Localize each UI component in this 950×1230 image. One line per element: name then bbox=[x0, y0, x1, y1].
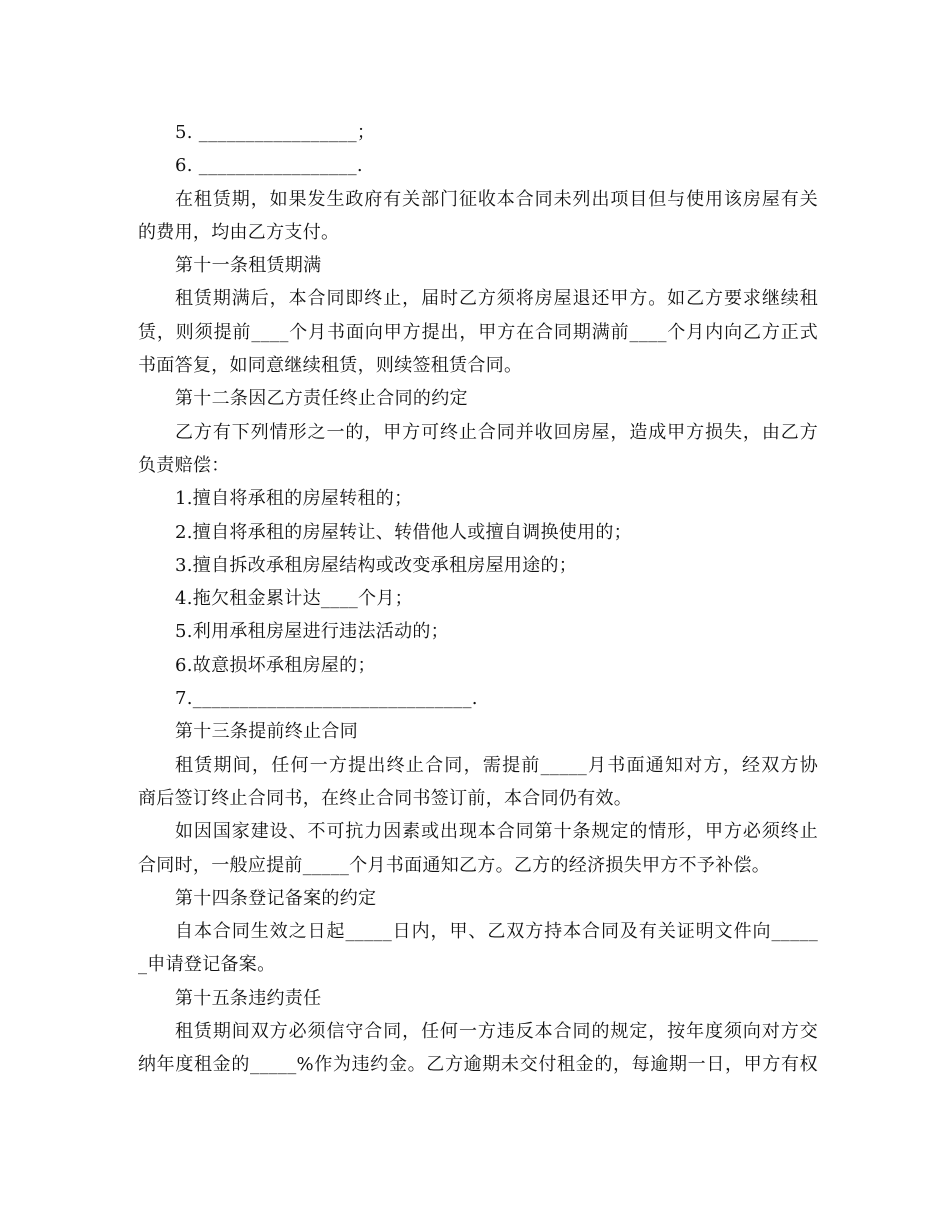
paragraph-line: 赁，则须提前____个月书面向甲方提出，甲方在合同期满前____个月内向乙方正式 bbox=[138, 321, 818, 343]
list-item: 4.拖欠租金累计达____个月； bbox=[175, 588, 413, 610]
paragraph-line: 如因国家建设、不可抗力因素或出现本合同第十条规定的情形，甲方必须终止 bbox=[175, 821, 818, 843]
paragraph-line: 租赁期间，任何一方提出终止合同，需提前_____月书面通知对方，经双方协 bbox=[175, 754, 818, 776]
paragraph-line: 租赁期满后，本合同即终止，届时乙方须将房屋退还甲方。如乙方要求继续租 bbox=[175, 288, 818, 310]
item-6-blank: 6. _________________. bbox=[175, 155, 363, 177]
list-item: 2.擅自将承租的房屋转让、转借他人或擅自调换使用的； bbox=[175, 521, 632, 543]
paragraph-line: 商后签订终止合同书，在终止合同书签订前，本合同仍有效。 bbox=[138, 787, 633, 809]
article-13-heading: 第十三条提前终止合同 bbox=[175, 721, 358, 743]
paragraph-line: 自本合同生效之日起_____日内，甲、乙双方持本合同及有关证明文件向_____ bbox=[175, 921, 818, 943]
list-item: 5.利用承租房屋进行违法活动的； bbox=[175, 621, 449, 643]
paragraph-line: 负责赔偿： bbox=[138, 454, 230, 476]
article-12-heading: 第十二条因乙方责任终止合同的约定 bbox=[175, 388, 468, 410]
item-5-blank: 5. _________________； bbox=[175, 122, 376, 143]
paragraph-line: 纳年度租金的_____%作为违约金。乙方逾期未交付租金的，每逾期一日，甲方有权 bbox=[138, 1054, 818, 1076]
document-page bbox=[138, 116, 818, 1082]
article-15-heading: 第十五条违约责任 bbox=[175, 987, 322, 1009]
list-item: 3.擅自拆改承租房屋结构或改变承租房屋用途的； bbox=[175, 554, 578, 576]
list-item: 6.故意损坏承租房屋的； bbox=[175, 654, 376, 676]
article-14-heading: 第十四条登记备案的约定 bbox=[175, 887, 377, 909]
list-item: 1.擅自将承租的房屋转租的； bbox=[175, 488, 413, 510]
paragraph-line: 的费用，均由乙方支付。 bbox=[138, 221, 340, 243]
paragraph-line: _申请登记备案。 bbox=[138, 954, 276, 976]
paragraph-line: 书面答复，如同意继续租赁，则续签租赁合同。 bbox=[138, 355, 523, 377]
list-item: 7.______________________________. bbox=[175, 688, 478, 710]
article-11-heading: 第十一条租赁期满 bbox=[175, 255, 322, 277]
paragraph-line: 乙方有下列情形之一的，甲方可终止合同并收回房屋，造成甲方损失，由乙方 bbox=[175, 421, 818, 443]
paragraph-line: 合同时，一般应提前_____个月书面通知乙方。乙方的经济损失甲方不予补偿。 bbox=[138, 854, 771, 876]
paragraph-line: 在租赁期，如果发生政府有关部门征收本合同未列出项目但与使用该房屋有关 bbox=[175, 188, 818, 210]
paragraph-line: 租赁期间双方必须信守合同，任何一方违反本合同的规定，按年度须向对方交 bbox=[175, 1021, 818, 1043]
